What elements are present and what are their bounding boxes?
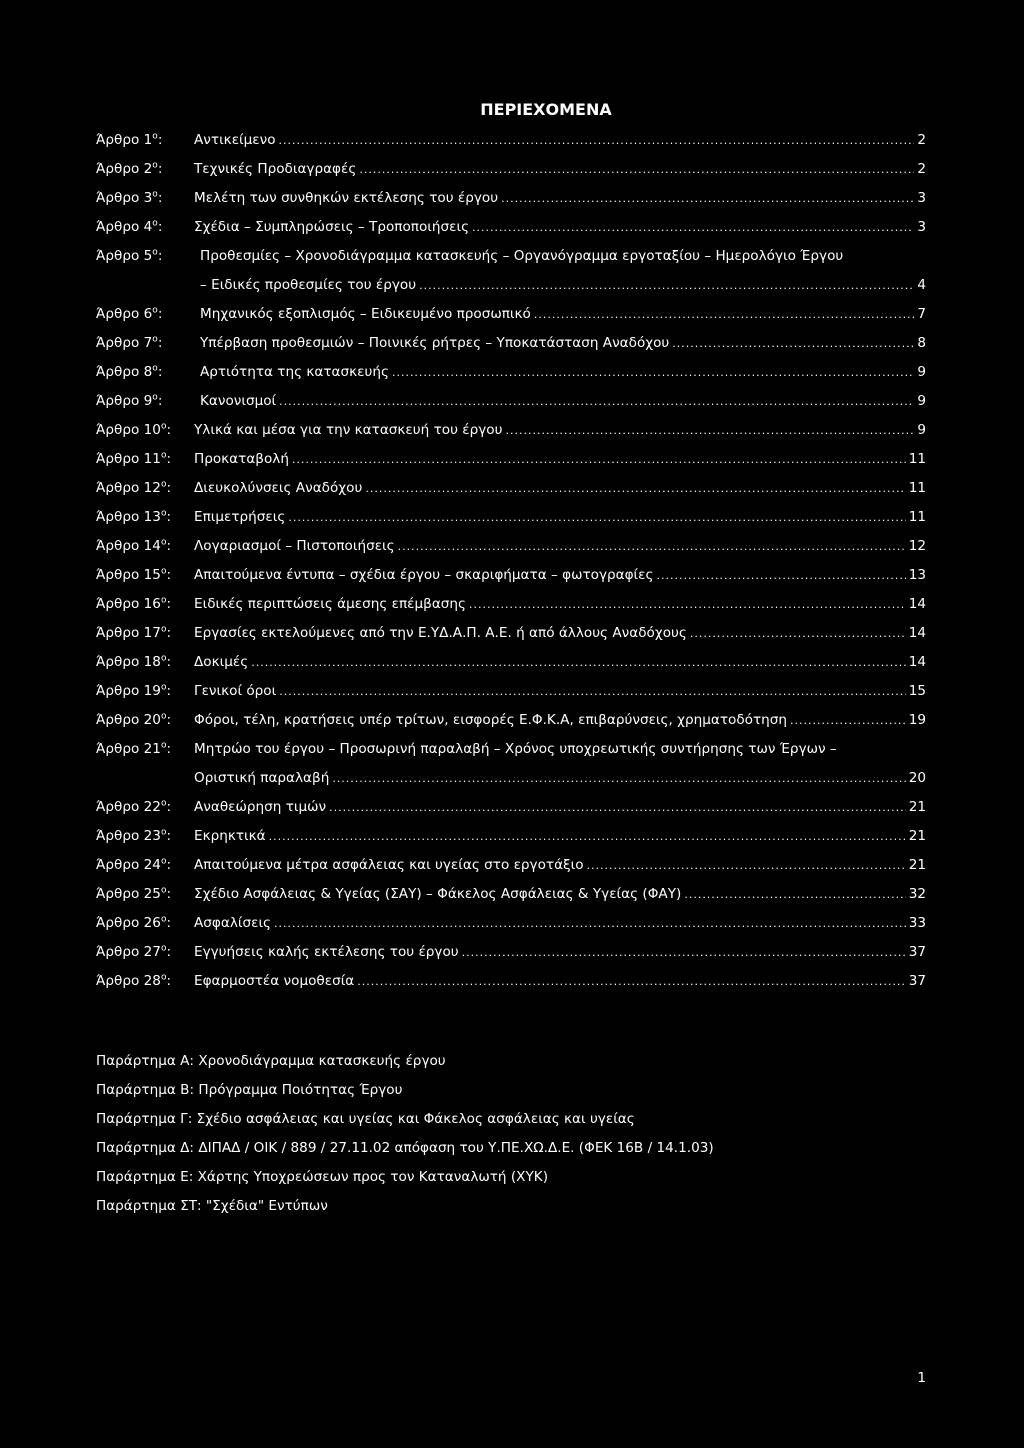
- article-prefix: Άρθρο: [96, 683, 140, 699]
- ordinal-suffix: ο: [160, 566, 167, 577]
- article-prefix: Άρθρο: [96, 944, 140, 960]
- ordinal-suffix: ο: [160, 508, 167, 519]
- entry-title: Ειδικές περιπτώσεις άμεσης επέμβασης: [194, 596, 467, 612]
- entry-line: [194, 828, 926, 845]
- article-prefix: Άρθρο: [96, 712, 140, 728]
- ordinal-suffix: ο: [160, 450, 167, 461]
- dot-leader: [269, 828, 906, 845]
- ordinal-suffix: ο: [160, 856, 167, 867]
- ordinal-suffix: ο: [160, 653, 167, 664]
- article-number: 22: [143, 799, 161, 815]
- article-number: 17: [143, 625, 161, 641]
- article-label: Άρθρο $14^o$:: [96, 537, 172, 554]
- entry-title: Προθεσμίες – Χρονοδιάγραμμα κατασκευής – Οργανόγραμμα εργοταξίου – Ημερολόγιο Έργου: [200, 248, 844, 264]
- entry-line: [200, 248, 926, 265]
- entry-page: 15: [908, 683, 926, 699]
- appendix-item: Παράρτημα Ε: Χάρτης Υποχρεώσεων προς τον Καταναλωτή (ΧΥΚ): [96, 1169, 549, 1185]
- toc-entry: [96, 741, 926, 787]
- ordinal-suffix: ο: [160, 624, 167, 635]
- dot-leader: [684, 886, 905, 903]
- entry-line: [194, 132, 926, 149]
- article-number: 10: [143, 422, 161, 438]
- dot-leader: [657, 567, 906, 584]
- article-prefix: Άρθρο: [96, 480, 140, 496]
- entry-title: Δοκιμές: [194, 654, 249, 670]
- entry-line: [200, 364, 926, 381]
- toc-entry: [96, 973, 926, 990]
- dot-leader: [472, 219, 914, 236]
- dot-leader: [329, 799, 906, 816]
- article-label: Άρθρο $11^o$:: [96, 450, 172, 467]
- toc-entry: [96, 364, 926, 381]
- article-number: 2: [143, 161, 153, 177]
- article-label: Άρθρο $10^o$:: [96, 421, 172, 438]
- entry-page: 9: [917, 393, 926, 409]
- entry-title: Σχέδιο Ασφάλειας & Υγείας (ΣΑΥ) – Φάκελος Ασφάλειας & Υγείας (ΦΑΥ): [194, 886, 682, 902]
- entry-page: 11: [908, 451, 926, 467]
- appendix-item: Παράρτημα Γ: Σχέδιο ασφάλειας και υγείας και Φάκελος ασφάλειας και υγείας: [96, 1111, 635, 1127]
- ordinal-suffix: ο: [152, 334, 158, 345]
- entry-title: Ασφαλίσεις: [194, 915, 272, 931]
- entry-line: [194, 190, 926, 207]
- article-label: Άρθρο $15^o$:: [96, 566, 172, 583]
- article-label: Άρθρο $9^o$:: [96, 392, 163, 409]
- dot-leader: [274, 915, 906, 932]
- article-number: 26: [143, 915, 161, 931]
- dot-leader: [419, 277, 914, 294]
- article-number: 21: [143, 741, 161, 757]
- article-label: Άρθρο $12^o$:: [96, 479, 172, 496]
- article-prefix: Άρθρο: [96, 857, 140, 873]
- entry-title: Διευκολύνσεις Αναδόχου: [194, 480, 363, 496]
- article-prefix: Άρθρο: [96, 364, 140, 380]
- entry-title: Επιμετρήσεις: [194, 509, 286, 525]
- article-number: 27: [143, 944, 161, 960]
- dot-leader: [462, 944, 906, 961]
- entry-line: [200, 335, 926, 352]
- ordinal-suffix: ο: [152, 392, 158, 403]
- article-prefix: Άρθρο: [96, 422, 140, 438]
- entry-page: 9: [917, 422, 926, 438]
- toc-entry: [96, 509, 926, 526]
- article-label: Άρθρο $25^o$:: [96, 885, 172, 902]
- entry-page: 21: [908, 828, 926, 844]
- article-number: 20: [143, 712, 161, 728]
- ordinal-suffix: ο: [152, 247, 158, 258]
- toc-entry: [96, 480, 926, 497]
- entry-line: [194, 799, 926, 816]
- entry-line: [194, 625, 926, 642]
- article-number: 3: [143, 190, 153, 206]
- article-number: 1: [143, 132, 153, 148]
- entry-title: Μελέτη των συνθηκών εκτέλεσης του έργου: [194, 190, 499, 206]
- toc-entry: [96, 451, 926, 468]
- article-number: 16: [143, 596, 161, 612]
- entry-page: 11: [908, 480, 926, 496]
- article-number: 4: [143, 219, 153, 235]
- article-prefix: Άρθρο: [96, 248, 140, 264]
- article-prefix: Άρθρο: [96, 219, 140, 235]
- entry-page: 32: [908, 886, 926, 902]
- article-prefix: Άρθρο: [96, 306, 140, 322]
- dot-leader: [501, 190, 914, 207]
- entry-title: Απαιτούμενα έντυπα – σχέδια έργου – σκαριφήματα – φωτογραφίες: [194, 567, 654, 583]
- dot-leader: [790, 712, 906, 729]
- entry-page: 14: [908, 596, 926, 612]
- article-label: Άρθρο $4^o$:: [96, 218, 163, 235]
- dot-leader: [359, 161, 914, 178]
- toc-entry: [96, 161, 926, 178]
- entry-title: Γενικοί όροι: [194, 683, 277, 699]
- article-prefix: Άρθρο: [96, 190, 140, 206]
- article-number: 6: [143, 306, 153, 322]
- toc-entry: [96, 422, 926, 439]
- toc-entry: [96, 625, 926, 642]
- article-prefix: Άρθρο: [96, 567, 140, 583]
- ordinal-suffix: ο: [160, 479, 167, 490]
- entry-title: Λογαριασμοί – Πιστοποιήσεις: [194, 538, 395, 554]
- entry-line: [194, 770, 926, 787]
- toc-entry: [96, 683, 926, 700]
- article-prefix: Άρθρο: [96, 596, 140, 612]
- article-label: Άρθρο $27^o$:: [96, 943, 172, 960]
- entry-page: 21: [908, 857, 926, 873]
- dot-leader: [587, 857, 906, 874]
- article-label: Άρθρο $13^o$:: [96, 508, 172, 525]
- entry-line: [194, 509, 926, 526]
- entry-title: Τεχνικές Προδιαγραφές: [194, 161, 357, 177]
- toc-entry: [96, 306, 926, 323]
- dot-leader: [469, 596, 906, 613]
- toc-entry: [96, 596, 926, 613]
- entry-line: [194, 886, 926, 903]
- entry-title: Προκαταβολή: [194, 451, 289, 467]
- article-prefix: Άρθρο: [96, 625, 140, 641]
- dot-leader: [357, 973, 905, 990]
- entry-title: Υλικά και μέσα για την κατασκευή του έργου: [194, 422, 503, 438]
- entry-title: Μηχανικός εξοπλισμός – Ειδικευμένο προσωπικό: [200, 306, 531, 322]
- entry-page: 9: [917, 364, 926, 380]
- article-prefix: Άρθρο: [96, 828, 140, 844]
- entry-title: Εφαρμοστέα νομοθεσία: [194, 973, 355, 989]
- dot-leader: [292, 451, 906, 468]
- ordinal-suffix: ο: [160, 711, 167, 722]
- toc-entry: [96, 944, 926, 961]
- ordinal-suffix: ο: [160, 798, 167, 809]
- article-label: Άρθρο $5^o$:: [96, 247, 163, 264]
- dot-leader: [690, 625, 906, 642]
- entry-line: [194, 973, 926, 990]
- dot-leader: [288, 509, 905, 526]
- ordinal-suffix: ο: [152, 189, 158, 200]
- article-number: 9: [143, 393, 153, 409]
- article-prefix: Άρθρο: [96, 538, 140, 554]
- entry-line: [194, 219, 926, 236]
- toc-entry: [96, 654, 926, 671]
- entry-page: 20: [908, 770, 926, 786]
- ordinal-suffix: ο: [152, 218, 158, 229]
- article-prefix: Άρθρο: [96, 915, 140, 931]
- appendix-list: [96, 1053, 926, 1227]
- entry-page: 33: [908, 915, 926, 931]
- entry-page: 37: [908, 973, 926, 989]
- article-label: Άρθρο $16^o$:: [96, 595, 172, 612]
- entry-line: [194, 741, 926, 758]
- entry-title: Αρτιότητα της κατασκευής: [200, 364, 389, 380]
- article-number: 15: [143, 567, 161, 583]
- article-number: 23: [143, 828, 161, 844]
- toc-entry: [96, 335, 926, 352]
- ordinal-suffix: ο: [160, 943, 167, 954]
- entry-page: 3: [917, 219, 926, 235]
- entry-page: 21: [908, 799, 926, 815]
- article-number: 24: [143, 857, 161, 873]
- entry-page: 2: [917, 161, 926, 177]
- toc-entry: [96, 712, 926, 729]
- article-number: 18: [143, 654, 161, 670]
- entry-page: 14: [908, 654, 926, 670]
- toc-entry: [96, 886, 926, 903]
- ordinal-suffix: ο: [160, 914, 167, 925]
- entry-line: [194, 683, 926, 700]
- entry-line: [194, 654, 926, 671]
- entry-title: Εγγυήσεις καλής εκτέλεσης του έργου: [194, 944, 459, 960]
- article-label: Άρθρο $26^o$:: [96, 914, 172, 931]
- appendix-item: Παράρτημα Δ: ΔΙΠΑΔ / ΟΙΚ / 889 / 27.11.02 απόφαση του Υ.ΠΕ.ΧΩ.Δ.Ε. (ΦΕΚ 16Β / 14.1.03): [96, 1140, 714, 1156]
- article-label: Άρθρο $24^o$:: [96, 856, 172, 873]
- ordinal-suffix: ο: [152, 131, 158, 142]
- entry-page: 4: [917, 277, 926, 293]
- toc-entry: [96, 248, 926, 294]
- ordinal-suffix: ο: [152, 363, 158, 374]
- article-label: Άρθρο $18^o$:: [96, 653, 172, 670]
- ordinal-suffix: ο: [160, 740, 167, 751]
- article-number: 7: [143, 335, 153, 351]
- ordinal-suffix: ο: [160, 885, 167, 896]
- entry-title: Υπέρβαση προθεσμιών – Ποινικές ρήτρες – Υποκατάσταση Αναδόχου: [200, 335, 670, 351]
- article-number: 25: [143, 886, 161, 902]
- entry-line: [200, 277, 926, 294]
- article-label: Άρθρο $3^o$:: [96, 189, 163, 206]
- article-prefix: Άρθρο: [96, 973, 140, 989]
- toc-entry: [96, 857, 926, 874]
- entry-title: Αντικείμενο: [194, 132, 276, 148]
- entry-page: 14: [908, 625, 926, 641]
- dot-leader: [534, 306, 914, 323]
- article-number: 12: [143, 480, 161, 496]
- entry-line: [194, 480, 926, 497]
- dot-leader: [505, 422, 914, 439]
- dot-leader: [279, 683, 905, 700]
- entry-line: [194, 567, 926, 584]
- article-prefix: Άρθρο: [96, 799, 140, 815]
- ordinal-suffix: ο: [152, 160, 158, 171]
- article-number: 13: [143, 509, 161, 525]
- entry-line: [194, 712, 926, 729]
- toc-entry: [96, 915, 926, 932]
- entry-line: [194, 857, 926, 874]
- ordinal-suffix: ο: [160, 595, 167, 606]
- toc-entry: [96, 393, 926, 410]
- article-number: 28: [143, 973, 161, 989]
- article-label: Άρθρο $20^o$:: [96, 711, 172, 728]
- article-label: Άρθρο $19^o$:: [96, 682, 172, 699]
- appendix-item: Παράρτημα ΣΤ: "Σχέδια" Εντύπων: [96, 1198, 328, 1214]
- entry-line: [200, 306, 926, 323]
- article-label: Άρθρο $6^o$:: [96, 305, 163, 322]
- entry-line: [194, 944, 926, 961]
- ordinal-suffix: ο: [160, 421, 167, 432]
- ordinal-suffix: ο: [160, 972, 167, 983]
- entry-line: [194, 915, 926, 932]
- article-label: Άρθρο $7^o$:: [96, 334, 163, 351]
- dot-leader: [279, 393, 914, 410]
- ordinal-suffix: ο: [152, 305, 158, 316]
- article-prefix: Άρθρο: [96, 451, 140, 467]
- article-prefix: Άρθρο: [96, 132, 140, 148]
- entry-title: Απαιτούμενα μέτρα ασφάλειας και υγείας στο εργοτάξιο: [194, 857, 584, 873]
- entry-page: 7: [917, 306, 926, 322]
- toc-entry: [96, 567, 926, 584]
- dot-leader: [365, 480, 905, 497]
- article-prefix: Άρθρο: [96, 654, 140, 670]
- article-number: 8: [143, 364, 153, 380]
- entry-line: [194, 161, 926, 178]
- article-label: Άρθρο $8^o$:: [96, 363, 163, 380]
- article-label: Άρθρο $17^o$:: [96, 624, 172, 641]
- toc-entry: [96, 219, 926, 236]
- ordinal-suffix: ο: [160, 827, 167, 838]
- appendix-item: Παράρτημα Β: Πρόγραμμα Ποιότητας Έργου: [96, 1082, 403, 1098]
- entry-page: 13: [908, 567, 926, 583]
- toc-entry: [96, 132, 926, 149]
- entry-title: – Ειδικές προθεσμίες του έργου: [200, 277, 417, 293]
- article-number: 5: [143, 248, 153, 264]
- article-prefix: Άρθρο: [96, 335, 140, 351]
- dot-leader: [392, 364, 914, 381]
- entry-title: Οριστική παραλαβή: [194, 770, 330, 786]
- entry-line: [194, 596, 926, 613]
- dot-leader: [279, 132, 915, 149]
- article-prefix: Άρθρο: [96, 886, 140, 902]
- dot-leader: [672, 335, 914, 352]
- entry-page: 8: [917, 335, 926, 351]
- entry-line: [194, 538, 926, 555]
- entry-page: 12: [908, 538, 926, 554]
- toc-entry: [96, 799, 926, 816]
- entry-title: Εργασίες εκτελούμενες από την Ε.ΥΔ.Α.Π. Α.Ε. ή από άλλους Αναδόχους: [194, 625, 687, 641]
- article-number: 14: [143, 538, 161, 554]
- entry-title: Μητρώο του έργου – Προσωρινή παραλαβή – Χρόνος υποχρεωτικής συντήρησης των Έργων –: [194, 741, 837, 757]
- entry-line: [194, 451, 926, 468]
- entry-page: 3: [917, 190, 926, 206]
- article-number: 11: [143, 451, 161, 467]
- toc-title: ΠΕΡΙΕΧΟΜΕΝΑ: [480, 100, 612, 119]
- article-label: Άρθρο $1^o$:: [96, 131, 163, 148]
- entry-title: Κανονισμοί: [200, 393, 277, 409]
- article-label: Άρθρο $2^o$:: [96, 160, 163, 177]
- dot-leader: [398, 538, 906, 555]
- page-number: 1: [917, 1370, 926, 1386]
- entry-page: 19: [908, 712, 926, 728]
- article-prefix: Άρθρο: [96, 393, 140, 409]
- article-label: Άρθρο $23^o$:: [96, 827, 172, 844]
- table-of-contents: [96, 132, 926, 1002]
- article-label: Άρθρο $28^o$:: [96, 972, 172, 989]
- article-prefix: Άρθρο: [96, 741, 140, 757]
- article-number: 19: [143, 683, 161, 699]
- dot-leader: [332, 770, 905, 787]
- ordinal-suffix: ο: [160, 537, 167, 548]
- entry-page: 11: [908, 509, 926, 525]
- entry-title: Σχέδια – Συμπληρώσεις – Τροποποιήσεις: [194, 219, 470, 235]
- entry-page: 2: [917, 132, 926, 148]
- article-prefix: Άρθρο: [96, 509, 140, 525]
- ordinal-suffix: ο: [160, 682, 167, 693]
- entry-page: 37: [908, 944, 926, 960]
- appendix-item: Παράρτημα Α: Χρονοδιάγραμμα κατασκευής έργου: [96, 1053, 446, 1069]
- article-label: Άρθρο $21^o$:: [96, 740, 172, 757]
- toc-entry: [96, 538, 926, 555]
- article-prefix: Άρθρο: [96, 161, 140, 177]
- entry-title: Εκρηκτικά: [194, 828, 266, 844]
- toc-entry: [96, 828, 926, 845]
- entry-title: Αναθεώρηση τιμών: [194, 799, 327, 815]
- toc-entry: [96, 190, 926, 207]
- entry-line: [200, 393, 926, 410]
- dot-leader: [251, 654, 905, 671]
- article-label: Άρθρο $22^o$:: [96, 798, 172, 815]
- entry-line: [194, 422, 926, 439]
- entry-title: Φόροι, τέλη, κρατήσεις υπέρ τρίτων, εισφορές Ε.Φ.Κ.Α, επιβαρύνσεις, χρηματοδότηση: [194, 712, 788, 728]
